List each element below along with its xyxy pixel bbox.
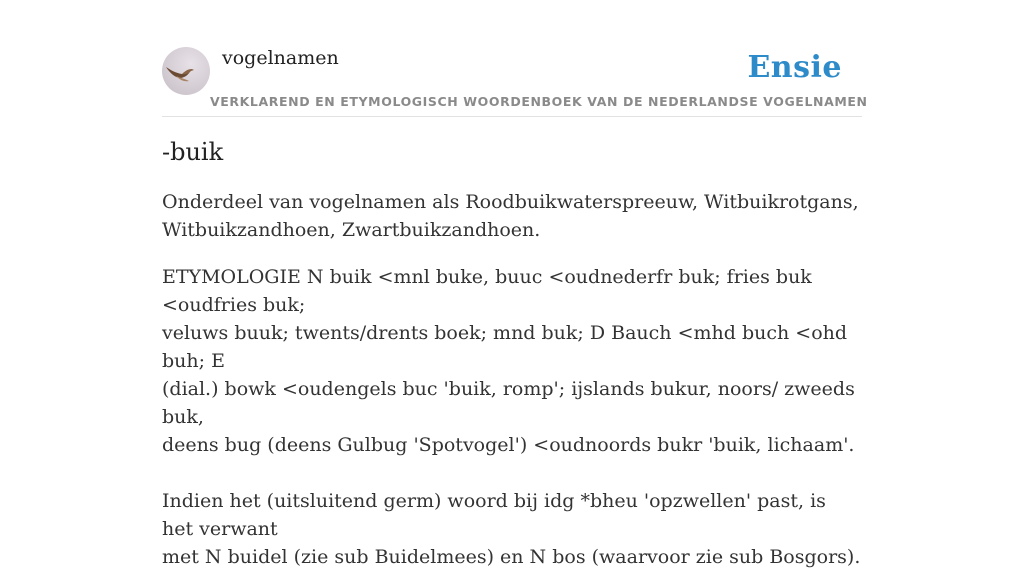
entry-definition: Onderdeel van vogelnamen als Roodbuikwaterspreeuw, Witbuikrotgans, Witbuikzandhoen, Zwartbuikzandhoen.: [162, 191, 859, 241]
dictionary-avatar[interactable]: [162, 47, 210, 95]
entry-content: [162, 138, 862, 571]
etymology-line: deens bug (deens Gulbug 'Spotvogel') <oudnoords bukr 'buik, lichaam'.: [162, 434, 855, 456]
etymology-line: veluws buuk; twents/drents boek; mnd buk; D Bauch <mhd buch <ohd buh; E: [162, 322, 848, 372]
note-line: met N buidel (zie sub Buidelmees) en N bos (waarvoor zie sub Bosgors).: [162, 546, 861, 568]
entry-title: -buik: [162, 138, 224, 166]
bird-icon: [162, 47, 210, 95]
dictionary-name-link[interactable]: vogelnamen: [222, 47, 339, 69]
header: [162, 40, 868, 117]
brand-logo[interactable]: Ensie: [747, 50, 842, 85]
dictionary-subtitle: VERKLAREND EN ETYMOLOGISCH WOORDENBOEK VAN DE NEDERLANDSE VOGELNAMEN: [210, 94, 868, 109]
entry-etymology: [162, 263, 862, 571]
note-line: Indien het (uitsluitend germ) woord bij idg *bheu 'opzwellen' past, is het verwant: [162, 490, 826, 540]
etymology-line: ETYMOLOGIE N buik <mnl buke, buuc <oudnederfr buk; fries buk <oudfries buk;: [162, 266, 812, 316]
etymology-line: (dial.) bowk <oudengels buc 'buik, romp'; ijslands bukur, noors/ zweeds buk,: [162, 378, 855, 428]
paragraph-spacer: [162, 459, 862, 487]
